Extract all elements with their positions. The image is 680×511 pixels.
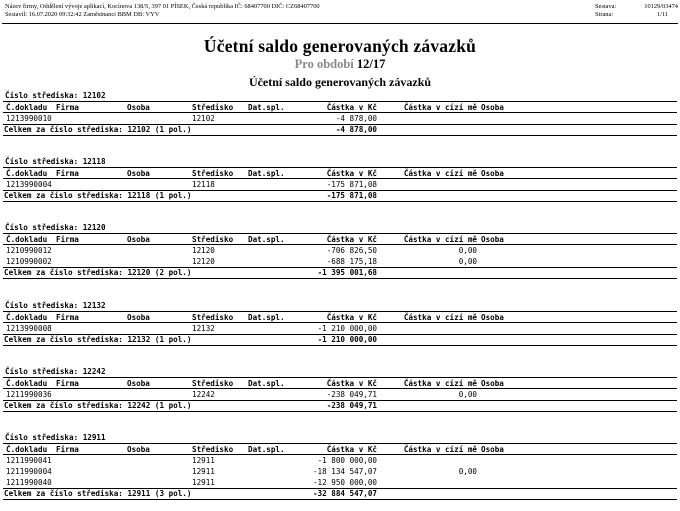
table-row [3, 323, 677, 334]
report-label: Sestava: [595, 3, 617, 10]
total-value: -238 049,71 [326, 401, 377, 410]
table-row [3, 245, 677, 256]
col-czk: Částka v Kč [326, 235, 377, 244]
group-table [3, 167, 677, 202]
table-row [3, 466, 677, 477]
col-cizi: Částka v cízí mě [403, 235, 477, 244]
group-total [3, 400, 677, 412]
col-stredisko: Středisko [192, 169, 234, 178]
col-datspl: Dat.spl. [248, 169, 285, 178]
col-osoba2: Osoba [481, 379, 504, 388]
table-header [3, 168, 677, 179]
stredisko-value: 12132 [192, 324, 215, 333]
report-value: 10129/03474 [644, 3, 678, 10]
amount-czk: -238 049,71 [326, 390, 377, 399]
col-cizi: Částka v cízí mě [403, 169, 477, 178]
col-firma: Firma [56, 313, 79, 322]
group-title: Číslo střediska: 12132 [5, 301, 106, 310]
group-table [3, 311, 677, 346]
group-title: Číslo střediska: 12120 [5, 223, 106, 232]
group-total [3, 190, 677, 202]
col-czk: Částka v Kč [326, 445, 377, 454]
page-label: Strana: [595, 11, 614, 18]
col-datspl: Dat.spl. [248, 235, 285, 244]
period-label: Pro období [294, 57, 354, 71]
table-header [3, 378, 677, 389]
doc-number: 1213990008 [6, 324, 52, 333]
total-value: -32 884 547,07 [312, 489, 377, 498]
col-doc: Č.dokladu [6, 169, 48, 178]
col-stredisko: Středisko [192, 103, 234, 112]
group-total [3, 334, 677, 346]
col-osoba2: Osoba [481, 169, 504, 178]
created-line: Sestavil: 16.07.2020 09:32:42 Zaměstnanci BBM DB: VYV [5, 11, 160, 18]
col-osoba2: Osoba [481, 313, 504, 322]
total-value: -1 395 001,68 [317, 268, 377, 277]
group-table [3, 233, 677, 279]
group-table [3, 443, 677, 500]
table-row [3, 389, 677, 400]
doc-number: 1211990004 [6, 467, 52, 476]
group-title: Číslo střediska: 12118 [5, 157, 106, 166]
amount-foreign: 0,00 [458, 390, 477, 399]
col-doc: Č.dokladu [6, 103, 48, 112]
stredisko-value: 12911 [192, 478, 215, 487]
doc-number: 1211990041 [6, 456, 52, 465]
stredisko-value: 12911 [192, 467, 215, 476]
amount-czk: -4 878,00 [335, 114, 377, 123]
col-firma: Firma [56, 235, 79, 244]
col-cizi: Částka v cízí mě [403, 445, 477, 454]
col-firma: Firma [56, 379, 79, 388]
table-row [3, 477, 677, 488]
table-header [3, 102, 677, 113]
col-datspl: Dat.spl. [248, 379, 285, 388]
group-title: Číslo střediska: 12911 [5, 433, 106, 442]
table-header [3, 234, 677, 245]
group-total [3, 267, 677, 279]
doc-number: 1210990012 [6, 246, 52, 255]
col-osoba: Osoba [127, 379, 150, 388]
total-label: Celkem za číslo střediska: 12242 (1 pol.) [4, 401, 192, 410]
total-label: Celkem za číslo střediska: 12120 (2 pol.) [4, 268, 192, 277]
stredisko-value: 12242 [192, 390, 215, 399]
col-doc: Č.dokladu [6, 235, 48, 244]
col-czk: Částka v Kč [326, 313, 377, 322]
report-subtitle: Účetní saldo generovaných závazků [248, 75, 432, 89]
col-doc: Č.dokladu [6, 445, 48, 454]
col-osoba: Osoba [127, 235, 150, 244]
doc-number: 1213990004 [6, 180, 52, 189]
group-table [3, 101, 677, 136]
doc-number: 1210990002 [6, 257, 52, 266]
col-czk: Částka v Kč [326, 169, 377, 178]
stredisko-value: 12118 [192, 180, 215, 189]
col-firma: Firma [56, 103, 79, 112]
col-cizi: Částka v cízí mě [403, 313, 477, 322]
stredisko-value: 12120 [192, 257, 215, 266]
col-osoba: Osoba [127, 169, 150, 178]
table-header [3, 444, 677, 455]
amount-czk: -1 210 000,00 [317, 324, 377, 333]
table-row [3, 455, 677, 466]
amount-czk: -1 800 000,00 [317, 456, 377, 465]
col-cizi: Částka v cízí mě [403, 103, 477, 112]
col-czk: Částka v Kč [326, 103, 377, 112]
amount-czk: -12 950 000,00 [312, 478, 377, 487]
total-value: -175 871,08 [326, 191, 377, 200]
amount-foreign: 0,00 [458, 257, 477, 266]
col-osoba: Osoba [127, 445, 150, 454]
doc-number: 1211990040 [6, 478, 52, 487]
col-stredisko: Středisko [192, 445, 234, 454]
total-label: Celkem za číslo střediska: 12911 (3 pol.) [4, 489, 192, 498]
stredisko-value: 12102 [192, 114, 215, 123]
col-cizi: Částka v cízí mě [403, 379, 477, 388]
col-stredisko: Středisko [192, 379, 234, 388]
group-total [3, 124, 677, 136]
group-title: Číslo střediska: 12102 [5, 91, 106, 100]
col-firma: Firma [56, 445, 79, 454]
report-header [2, 1, 678, 24]
total-value: -1 210 000,00 [317, 335, 377, 344]
col-stredisko: Středisko [192, 235, 234, 244]
group-table [3, 377, 677, 412]
total-value: -4 878,00 [335, 125, 377, 134]
group-title: Číslo střediska: 12242 [5, 367, 106, 376]
amount-czk: -175 871,08 [326, 180, 377, 189]
page-value: 1/11 [656, 11, 668, 18]
col-osoba2: Osoba [481, 445, 504, 454]
col-czk: Částka v Kč [326, 379, 377, 388]
col-osoba: Osoba [127, 313, 150, 322]
col-doc: Č.dokladu [6, 313, 48, 322]
amount-czk: -18 134 547,07 [312, 467, 377, 476]
group-total [3, 488, 677, 500]
total-label: Celkem za číslo střediska: 12118 (1 pol.) [4, 191, 192, 200]
col-firma: Firma [56, 169, 79, 178]
total-label: Celkem za číslo střediska: 12102 (1 pol.) [4, 125, 192, 134]
col-datspl: Dat.spl. [248, 313, 285, 322]
stredisko-value: 12120 [192, 246, 215, 255]
col-datspl: Dat.spl. [248, 103, 285, 112]
table-row [3, 256, 677, 267]
col-stredisko: Středisko [192, 313, 234, 322]
col-osoba2: Osoba [481, 103, 504, 112]
amount-czk: -688 175,18 [326, 257, 377, 266]
company-line: Název firmy, Oddělení vývoje aplikací, Kocínova 138/5, 397 01 PÍSEK, Česká republika IČ: 68407700 DIČ: CZ68407700 [5, 3, 320, 10]
col-osoba: Osoba [127, 103, 150, 112]
table-row [3, 179, 677, 190]
period-line [0, 57, 680, 72]
col-osoba2: Osoba [481, 235, 504, 244]
col-doc: Č.dokladu [6, 379, 48, 388]
table-header [3, 312, 677, 323]
doc-number: 1211990036 [6, 390, 52, 399]
period-value: 12/17 [356, 57, 386, 71]
report-title: Účetní saldo generovaných závazků [203, 36, 477, 56]
col-datspl: Dat.spl. [248, 445, 285, 454]
amount-foreign: 0,00 [458, 246, 477, 255]
stredisko-value: 12911 [192, 456, 215, 465]
amount-czk: -706 826,50 [326, 246, 377, 255]
doc-number: 1213990010 [6, 114, 52, 123]
table-row [3, 113, 677, 124]
total-label: Celkem za číslo střediska: 12132 (1 pol.) [4, 335, 192, 344]
amount-foreign: 0,00 [458, 467, 477, 476]
